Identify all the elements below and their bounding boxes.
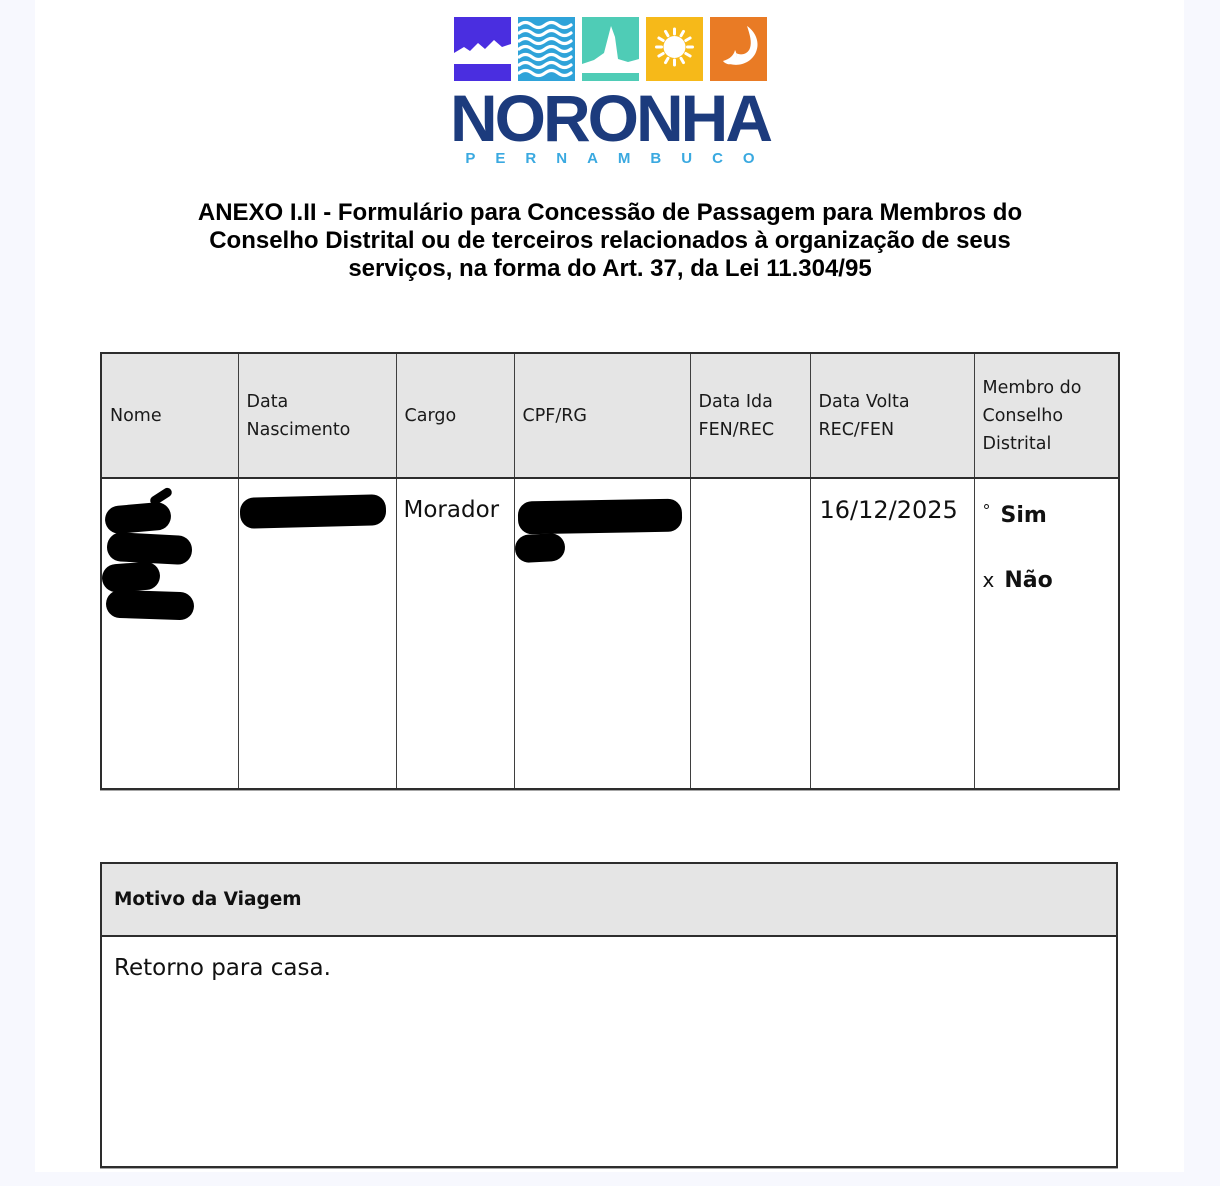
cell-data-ida xyxy=(690,478,810,789)
column-header-cargo: Cargo xyxy=(396,353,514,478)
cell-membro-conselho xyxy=(974,478,1119,789)
flame-wave-icon xyxy=(710,17,767,81)
redaction-mark xyxy=(101,561,161,593)
motivo-table xyxy=(100,862,1118,1168)
sim-label: Sim xyxy=(1000,503,1047,528)
nao-marker: x xyxy=(982,568,995,592)
column-header-data-nascimento: Data Nascimento xyxy=(238,353,396,478)
sun-icon xyxy=(646,17,703,81)
redaction-mark xyxy=(517,499,682,535)
sim-marker: ° xyxy=(982,501,991,520)
redaction-mark xyxy=(239,494,386,529)
cell-nome xyxy=(101,478,238,789)
cell-cargo xyxy=(396,478,514,789)
redaction-mark xyxy=(106,589,195,620)
mountains-icon xyxy=(454,17,511,81)
membro-sim-option xyxy=(983,501,1047,528)
column-header-nome: Nome xyxy=(101,353,238,478)
noronha-logo xyxy=(0,17,1220,167)
motivo-text: Retorno para casa. xyxy=(101,936,1117,1167)
logo-tiles xyxy=(0,17,1220,81)
cell-cpf-rg xyxy=(514,478,690,789)
redaction-mark xyxy=(514,533,565,564)
pernambuco-subtitle: PERNAMBUCO xyxy=(465,150,775,167)
title-line-3: serviços, na forma do Art. 37, da Lei 11.304/95 xyxy=(348,255,872,282)
passenger-table-row xyxy=(101,478,1119,789)
redaction-mark xyxy=(106,532,192,565)
document-title xyxy=(60,199,1160,283)
cell-data-nascimento xyxy=(238,478,396,789)
column-header-cpf-rg: CPF/RG xyxy=(514,353,690,478)
motivo-header: Motivo da Viagem xyxy=(101,863,1117,936)
waves-icon xyxy=(518,17,575,81)
column-header-data-volta: Data Volta REC/FEN xyxy=(810,353,974,478)
passenger-table-header-row xyxy=(101,353,1119,478)
title-line-2: Conselho Distrital ou de terceiros relacionados à organização de seus xyxy=(209,227,1011,254)
cell-data-volta xyxy=(810,478,974,789)
title-line-1: ANEXO I.II - Formulário para Concessão de Passagem para Membros do xyxy=(197,199,1023,226)
membro-nao-option xyxy=(983,567,1053,593)
column-header-membro-conselho: Membro do Conselho Distrital xyxy=(974,353,1119,478)
cargo-value: Morador xyxy=(403,497,500,523)
peak-icon xyxy=(582,17,639,81)
redaction-mark xyxy=(104,501,172,535)
nao-label: Não xyxy=(1004,568,1053,593)
column-header-data-ida: Data Ida FEN/REC xyxy=(690,353,810,478)
passenger-table xyxy=(100,352,1120,790)
noronha-wordmark: NORONHA xyxy=(450,81,770,155)
data-volta-value: 16/12/2025 xyxy=(819,496,958,524)
